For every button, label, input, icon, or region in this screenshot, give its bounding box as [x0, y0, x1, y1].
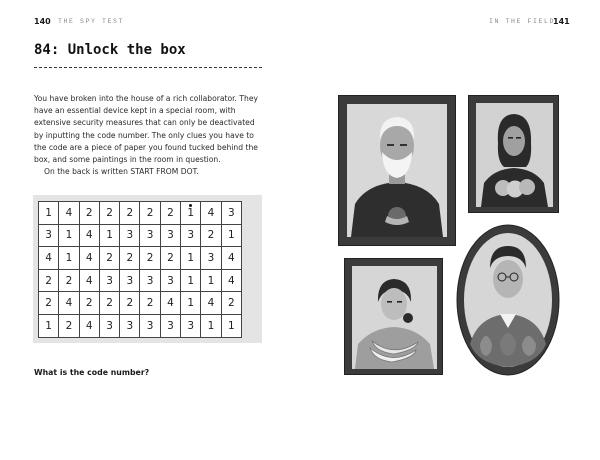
grid-cell: 2 [221, 292, 241, 315]
girl-bananas-portrait [352, 266, 437, 369]
grid-cell: 2 [39, 269, 59, 292]
painting-girl-bananas [344, 258, 443, 375]
grid-cell: 1 [181, 269, 201, 292]
grid-cell: 3 [140, 224, 160, 247]
grid-cell: 3 [201, 247, 221, 270]
grid-cell: 4 [221, 247, 241, 270]
grid-cell: 1 [59, 224, 79, 247]
painting-old-man [338, 95, 456, 246]
grid-cell: 2 [99, 247, 119, 270]
grid-cell: 1 [39, 314, 59, 337]
left-running-title: THE SPY TEST [58, 18, 125, 25]
number-grid-panel [33, 195, 262, 343]
grid-cell: 4 [221, 269, 241, 292]
grid-row [39, 292, 242, 315]
grid-cell: 1 [181, 292, 201, 315]
grid-cell: 2 [140, 247, 160, 270]
grid-cell: 2 [160, 247, 180, 270]
grid-cell: 4 [201, 292, 221, 315]
grid-cell: 3 [160, 224, 180, 247]
grid-cell: 3 [120, 224, 140, 247]
grid-cell: 2 [79, 292, 99, 315]
grid-cell: 2 [140, 202, 160, 225]
grid-cell: 2 [160, 202, 180, 225]
grid-row [39, 224, 242, 247]
grid-cell: 3 [181, 314, 201, 337]
grid-cell: 4 [79, 269, 99, 292]
grid-cell: 4 [59, 292, 79, 315]
grid-cell: 1 [201, 314, 221, 337]
grid-cell: 3 [120, 269, 140, 292]
grid-cell: 2 [120, 292, 140, 315]
question-text: What is the code number? [34, 368, 150, 377]
grid-cell: 4 [79, 314, 99, 337]
grid-row [39, 247, 242, 270]
painting-woman-oranges [468, 95, 559, 213]
grid-cell: 3 [99, 269, 119, 292]
puzzle-description [34, 93, 266, 178]
right-page-number: 141 [553, 17, 570, 26]
grid-cell: 1 [221, 314, 241, 337]
grid-cell: 2 [201, 224, 221, 247]
grid-cell: 3 [120, 314, 140, 337]
grid-cell: 4 [39, 247, 59, 270]
grid-cell: 3 [221, 202, 241, 225]
grid-row [39, 269, 242, 292]
grid-cell: 4 [201, 202, 221, 225]
grid-cell: 3 [160, 269, 180, 292]
painting-man-pears [456, 224, 560, 376]
man-pears-portrait [456, 224, 560, 376]
grid-row [39, 314, 242, 337]
number-grid [38, 201, 242, 338]
grid-cell: 2 [79, 202, 99, 225]
grid-cell: 3 [140, 269, 160, 292]
grid-cell: 2 [120, 202, 140, 225]
grid-cell: 3 [39, 224, 59, 247]
puzzle-title: 84: Unlock the box [34, 42, 186, 58]
grid-cell: 2 [99, 292, 119, 315]
puzzle-paragraph-2: On the back is written START FROM DOT. [44, 167, 199, 177]
grid-cell: 2 [39, 292, 59, 315]
grid-cell: 1 [39, 202, 59, 225]
puzzle-paragraph-1: You have broken into the house of a rich collaborator. They have an essential device kept in a special room, with extensive security measures that can only be deactivated by inputting the code number. The only clues you have to the code are a piece of paper you found tucked behind the box, and some paintings in the room in question. [34, 94, 259, 165]
start-dot-marker [189, 204, 192, 207]
grid-cell: 4 [59, 202, 79, 225]
grid-cell: 1 [221, 224, 241, 247]
left-page-number: 140 [34, 17, 51, 26]
grid-row [39, 202, 242, 225]
grid-cell: 3 [99, 314, 119, 337]
grid-cell: 3 [140, 314, 160, 337]
title-divider [34, 67, 262, 68]
grid-cell: 2 [99, 202, 119, 225]
grid-cell: 1 [59, 247, 79, 270]
grid-cell: 1 [99, 224, 119, 247]
grid-cell: 1 [181, 247, 201, 270]
grid-cell: 4 [79, 247, 99, 270]
grid-cell: 2 [59, 269, 79, 292]
grid-cell: 3 [160, 314, 180, 337]
grid-cell: 1 [201, 269, 221, 292]
grid-cell: 4 [79, 224, 99, 247]
grid-cell: 2 [140, 292, 160, 315]
woman-oranges-portrait [476, 103, 553, 207]
old-man-portrait [347, 104, 447, 237]
grid-cell: 2 [59, 314, 79, 337]
right-running-title: IN THE FIELD [489, 18, 556, 25]
grid-cell: 1 [181, 202, 201, 225]
grid-cell: 4 [160, 292, 180, 315]
grid-cell: 2 [120, 247, 140, 270]
grid-cell: 3 [181, 224, 201, 247]
